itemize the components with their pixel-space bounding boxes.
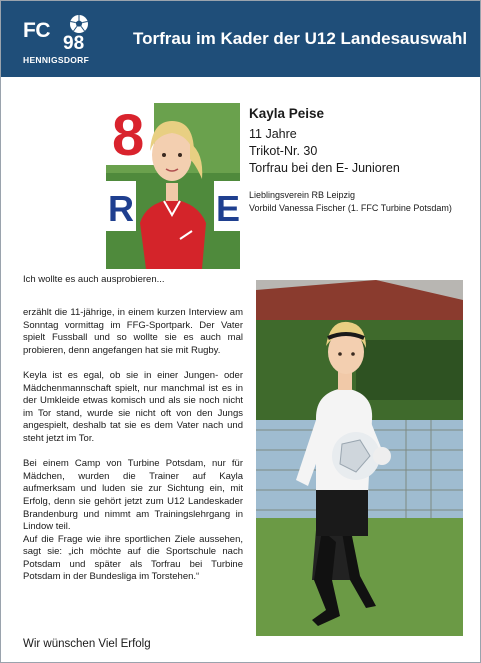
article-paragraph: Bei einem Camp von Turbine Potsdam, nur für Mädchen, wurden die Trainer auf Kayla aufmerksam und luden sie zur Sichtung ein, mit Erfolg, denn sie gehört jetzt zum U12 Landeskader Brandenburg und nimmt am Trainingslehrgang in Lindow teil. <box>23 458 243 533</box>
article-paragraph: Auf die Frage wie ihre sportlichen Ziele aussehen, sagt sie: „ich möchte auf die Sportschule nach Potsdam und später als Torfrau bei Turbine Potsdam in der Bundesliga im Torstehen.“ <box>23 533 243 583</box>
player-position: Torfrau bei den E- Junioren <box>249 161 400 175</box>
header-banner <box>1 1 480 77</box>
svg-text:E: E <box>216 188 240 229</box>
player-jersey: Trikot-Nr. 30 <box>249 144 318 158</box>
profile-info <box>249 106 474 215</box>
page-title: Torfrau im Kader der U12 Landesauswahl <box>133 29 468 48</box>
role-model: Vorbild Vanessa Fischer (1. FFC Turbine Potsdam) <box>249 203 452 213</box>
logo-subtitle: HENNIGSDORF <box>23 55 90 65</box>
goalkeeper-photo <box>256 280 463 636</box>
portrait-photo <box>106 103 240 269</box>
svg-text:R: R <box>108 188 134 229</box>
svg-text:8: 8 <box>112 103 145 168</box>
club-logo <box>23 13 101 69</box>
article-body <box>23 307 243 584</box>
player-age: 11 Jahre <box>249 127 297 141</box>
article-intro: Ich wollte es auch ausprobieren... <box>23 274 165 285</box>
article-paragraph: erzählt die 11-jährige, in einem kurzen Interview am Sonntag vormittag im FFG-Sportpark. Der Vater spielt Fussball und so wollte sie es auch mal probieren, denn angefangen hat sie mit Rugby. <box>23 307 243 356</box>
article-paragraph: Keyla ist es egal, ob sie in einer Jungen- oder Mädchenmannschaft spielt, nur manchmal ist es in der Umkleide etwas komisch und als sie noch nicht im Tor stand, wurde sie nicht oft von den Jungs angespielt, deshalb tat sie es dem Vater nach und steht jetzt im Tor. <box>23 369 243 444</box>
logo-text: FC <box>23 19 50 42</box>
player-name: Kayla Peise <box>249 106 325 121</box>
favorite-club: Lieblingsverein RB Leipzig <box>249 190 356 200</box>
closing-wish: Wir wünschen Viel Erfolg <box>23 638 151 650</box>
logo-number: 98 <box>63 33 85 54</box>
football-icon <box>69 14 89 34</box>
